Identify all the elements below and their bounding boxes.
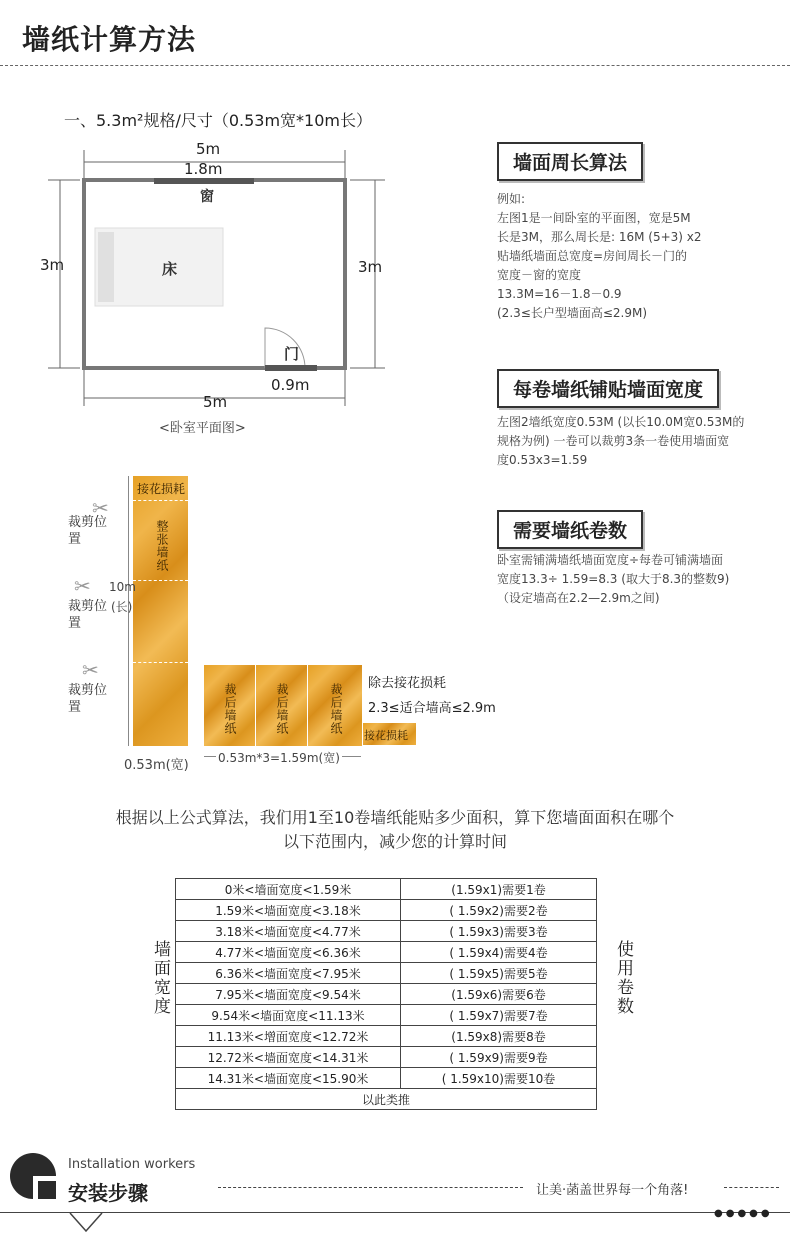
dots-icon: ●●●●●: [714, 1208, 773, 1219]
wall-height-range-label: 2.3≤适合墙高≤2.9m: [368, 701, 496, 716]
rolls-cell: (1.59x1)需要1卷: [401, 879, 597, 900]
table-row: [176, 963, 597, 984]
rolls-cell: ( 1.59x9)需要9卷: [401, 1047, 597, 1068]
floor-plan-caption: <卧室平面图>: [159, 421, 246, 436]
range-cell: 0米<墙面宽度<1.59米: [176, 879, 401, 900]
range-cell: 14.31米<墙面宽度<15.90米: [176, 1068, 401, 1089]
table-row: [176, 1026, 597, 1047]
perimeter-line: 例如:: [497, 192, 526, 206]
perimeter-line: 贴墙纸墙面总宽度=房间周长－门的: [497, 249, 688, 263]
pattern-loss-bottom-label: 接花损耗: [364, 729, 408, 742]
intro-line-2: 以下范围内，减少您的计算时间: [282, 832, 507, 851]
rolls-needed-line: 宽度13.3÷ 1.59=8.3 (取大于8.3的整数9): [497, 572, 730, 586]
calc-table: [175, 878, 597, 1110]
footer-dash-left: [218, 1187, 523, 1188]
door-width-label: 0.9m: [271, 376, 310, 394]
table-footer-row: [176, 1089, 597, 1110]
range-cell: 9.54米<墙面宽度<11.13米: [176, 1005, 401, 1026]
footer-english-title: Installation workers: [68, 1157, 196, 1172]
top-width-label: 5m: [196, 140, 221, 158]
range-cell: 12.72米<墙面宽度<14.31米: [176, 1047, 401, 1068]
cut-strip-label: 裁后墙纸: [329, 683, 343, 735]
rolls-cell: (1.59x8)需要8卷: [401, 1026, 597, 1047]
table-row: [176, 984, 597, 1005]
cut-strip-label: 裁后墙纸: [275, 683, 289, 735]
rolls-cell: ( 1.59x10)需要10卷: [401, 1068, 597, 1089]
intro-line-1: 根据以上公式算法，我们用1至10卷墙纸能贴多少面积，算下您墙面面积在哪个: [115, 808, 675, 827]
perimeter-line: (2.3≤长户型墙面高≤2.9M): [497, 306, 647, 320]
floor-plan-diagram: [40, 140, 400, 440]
total-width-label: 0.53m*3=1.59m(宽): [218, 751, 340, 765]
table-left-label: 墙面宽度: [150, 940, 170, 1016]
perimeter-line: 长是3M，那么周长是: 16M (5+3) x2: [497, 230, 702, 244]
range-cell: 11.13米<增面宽度<12.72米: [176, 1026, 401, 1047]
rolls-needed-text: [497, 551, 767, 608]
cut-line: [133, 580, 188, 581]
table-row: [176, 942, 597, 963]
cut-line: [133, 662, 188, 663]
rolls-needed-line: （设定墙高在2.2—2.9m之间): [497, 591, 660, 605]
rolls-cell: ( 1.59x3)需要3卷: [401, 921, 597, 942]
table-row: [176, 1047, 597, 1068]
section-subtitle: 一、5.3m²规格/尺寸（0.53m宽*10m长）: [64, 111, 372, 130]
range-cell: 7.95米<墙面宽度<9.54米: [176, 984, 401, 1005]
header-divider: [0, 65, 790, 66]
rolls-needed-heading: 需要墙纸卷数: [497, 510, 643, 549]
rolls-cell: ( 1.59x2)需要2卷: [401, 900, 597, 921]
chevron-down-icon: [68, 1212, 104, 1238]
table-footer-cell: 以此类推: [176, 1089, 597, 1110]
table-row: [176, 1068, 597, 1089]
length-unit: (长): [111, 600, 133, 614]
cut-position-label: 裁剪位置: [68, 515, 108, 547]
brand-logo-icon: [10, 1153, 56, 1199]
left-height-label: 3m: [40, 256, 65, 274]
scissors-icon: ✂: [92, 496, 109, 520]
cut-position-label: 裁剪位置: [68, 683, 108, 715]
rolls-cell: ( 1.59x5)需要5卷: [401, 963, 597, 984]
perimeter-line: 13.3M=16－1.8－0.9: [497, 287, 622, 301]
rolls-cell: ( 1.59x4)需要4卷: [401, 942, 597, 963]
per-roll-line: 规格为例) 一卷可以裁剪3条一卷使用墙面宽: [497, 434, 730, 448]
per-roll-line: 度0.53x3=1.59: [497, 453, 588, 467]
perimeter-line: 宽度－窗的宽度: [497, 268, 582, 282]
table-row: [176, 879, 597, 900]
scissors-icon: ✂: [74, 574, 91, 598]
table-row: [176, 900, 597, 921]
table-row: [176, 921, 597, 942]
window-width-label: 1.8m: [184, 160, 223, 178]
length-value: 10m: [109, 580, 136, 594]
cut-position-label: 裁剪位置: [68, 599, 108, 631]
range-cell: 1.59米<墙面宽度<3.18米: [176, 900, 401, 921]
rolls-cell: ( 1.59x7)需要7卷: [401, 1005, 597, 1026]
cut-strip-label: 裁后墙纸: [223, 683, 237, 735]
bed-label: 床: [162, 260, 178, 278]
scissors-icon: ✂: [82, 658, 99, 682]
width-caption: 0.53m(宽): [124, 758, 189, 773]
table-right-label: 使用卷数: [613, 940, 633, 1016]
perimeter-heading: 墙面周长算法: [497, 142, 643, 181]
per-roll-text: [497, 413, 767, 470]
table-row: [176, 1005, 597, 1026]
perimeter-line: 左图1是一间卧室的平面图，宽是5M: [497, 211, 691, 225]
footer-baseline: [0, 1212, 790, 1213]
pattern-loss-top-label: 接花损耗: [137, 482, 186, 496]
footer-slogan: 让美·菡盖世界每一个角落!: [536, 1183, 689, 1198]
per-roll-line: 左图2墙纸宽度0.53M (以长10.0M宽0.53M的: [497, 415, 745, 429]
per-roll-heading: 每卷墙纸铺贴墙面宽度: [497, 369, 719, 408]
footer-dash-right: [724, 1187, 779, 1188]
wallpaper-roll: [133, 476, 188, 746]
door-label: 门: [284, 345, 300, 363]
footer-chinese-title: 安装步骤: [68, 1181, 148, 1205]
rolls-needed-line: 卧室需铺满墙纸墙面宽度÷每卷可铺满墙面: [497, 553, 724, 567]
whole-roll-label: 整张墙纸: [155, 520, 169, 572]
perimeter-text: [497, 190, 767, 323]
right-height-label: 3m: [358, 258, 383, 276]
bottom-width-label: 5m: [203, 393, 228, 411]
page-title: 墙纸计算方法: [22, 23, 197, 56]
rolls-cell: (1.59x6)需要6卷: [401, 984, 597, 1005]
range-cell: 6.36米<墙面宽度<7.95米: [176, 963, 401, 984]
range-cell: 3.18米<墙面宽度<4.77米: [176, 921, 401, 942]
remove-loss-label: 除去接花损耗: [368, 676, 447, 691]
range-cell: 4.77米<墙面宽度<6.36米: [176, 942, 401, 963]
window-label: 窗: [200, 189, 214, 205]
cut-line: [133, 500, 188, 501]
